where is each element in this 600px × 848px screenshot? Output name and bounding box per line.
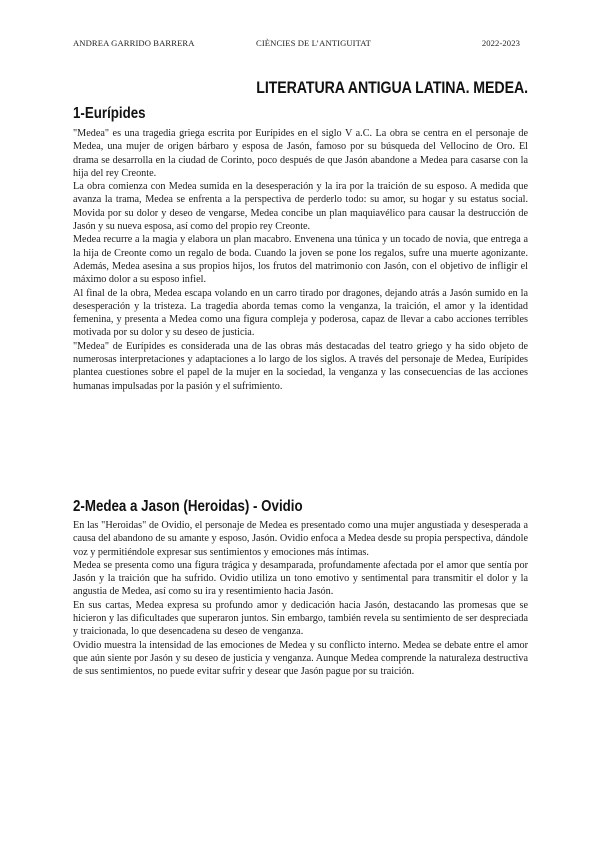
paragraph: Medea se presenta como una figura trágica y desamparada, profundamente afectada por el amor que sentía por Jasón y la traición que ha sufrido. Ovidio utiliza un tono emotivo y sentimental para transmitir el dolor y la angustia de Medea, así como su ira y resentimiento hacia Jasón. [73,559,528,598]
header-author: ANDREA GARRIDO BARRERA [73,38,195,48]
paragraph: La obra comienza con Medea sumida en la desesperación y la ira por la traición de su esposo. A medida que avanza la trama, Medea se enfrenta a la perspectiva de perderlo todo: su amor, su hogar y su estatus social. Movida por su dolor y deseo de vengarse, Medea concibe un plan maquiavélico para causar la destrucción de Jasón y su nueva esposa, así como del propio rey Creonte. [73,181,528,233]
paragraph: En las "Heroidas" de Ovidio, el personaje de Medea es presentado como una mujer angustiada y desesperada a causa del abandono de su amante y esposo, Jasón. Ovidio enfoca a Medea desde su propia perspectiva, dándole voz y permitiéndole expresar sus sentimientos y emociones más íntimas. [73,520,528,558]
section-1-body [73,127,528,393]
paragraph: Al final de la obra, Medea escapa volando en un carro tirado por dragones, dejando atrás a Jasón sumido en la desesperación y la tristeza. La tragedia aborda temas como la venganza, la traición, el amor y la identidad femenina, y presenta a Medea como una figura compleja y poderosa, capaz de llevar a cabo acciones terribles motivada por su dolor y su deseo de justicia. [73,287,528,339]
section-2-body [73,519,528,679]
header-subject: CIÈNCIES DE L’ANTIGUITAT [256,38,372,48]
paragraph: "Medea" de Eurípides es considerada una de las obras más destacadas del teatro griego y ha sido objeto de numerosas interpretaciones y adaptaciones a lo largo de los siglos. A través del personaje de Medea, Eurípides plantea cuestiones sobre el papel de la mujer en la sociedad, la venganza y las consecuencias de las acciones humanas impulsadas por la pasión y el sufrimiento. [73,340,528,392]
section-2-heading-wrap [73,496,340,518]
document-title: LITERATURA ANTIGUA LATINA. MEDEA. [256,79,528,97]
paragraph: En sus cartas, Medea expresa su profundo amor y dedicación hacia Jasón, destacando las promesas que se hicieron y las dificultades que superaron juntos. Sin embargo, también revela su sentimiento de ser despreciada y traicionada, lo que desencadena su deseo de venganza. [73,599,528,638]
section-1-heading-wrap [73,103,528,125]
section-heading: 2-Medea a Jason (Heroidas) - Ovidio [73,498,303,515]
paragraph: Ovidio muestra la intensidad de las emociones de Medea y su conflicto interno. Medea se debate entre el amor que aún siente por Jasón y su deseo de justicia y venganza. Aunque Medea comprende la naturaleza destructiva de sus sentimientos, no puede evitar sufrir y desear que Jasón pague por su traición. [73,639,528,678]
header-year: 2022-2023 [481,38,520,48]
page-header [73,38,520,52]
paragraph: Medea recurre a la magia y elabora un plan macabro. Envenena una túnica y un tocado de novia, que entrega a la hija de Creonte como un regalo de boda. Cuando la joven se pone los regalos, sufre una muerte agonizante. Además, Medea asesina a sus propios hijos, los frutos del matrimonio con Jasón, con el objetivo de infligir el máximo dolor a su esposo infiel. [73,234,528,286]
section-heading: 1-Eurípides [73,105,146,122]
paragraph: "Medea" es una tragedia griega escrita por Eurípides en el siglo V a.C. La obra se centra en el personaje de Medea, una mujer de origen bárbaro y esposa de Jasón, famoso por su búsqueda del Vellocino de Oro. El drama se desarrolla en la ciudad de Corinto, poco después de que Jasón abandone a Medea para casarse con la hija del rey Creonte. [73,128,528,179]
